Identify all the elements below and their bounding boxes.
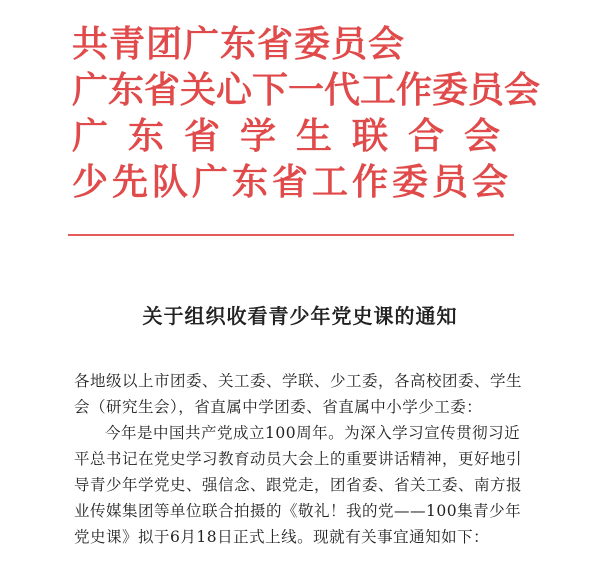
body-paragraph: 今年是中国共产党成立100周年。为深入学习宣传贯彻习近平总书记在党史学习教育动员大会上的重要讲话精神，更好地引导青少年学党史、强信念、跟党走，团省委、省关工委、南方报业传媒集团等单位联合拍摄的《敬礼！我的党——100集青少年党史课》拟于6月18日正式上线。现就有关事宜通知如下：	[74, 424, 523, 546]
salutation-paragraph: 各地级以上市团委、关工委、学联、少工委，各高校团委、学生会（研究生会），省直属中学团委、省直属中小学少工委：	[74, 372, 523, 416]
issuer-block	[72, 22, 541, 206]
issuer-line-3: 广东省学生联合会	[72, 115, 521, 157]
issuer-line-4: 少先队广东省工作委员会	[72, 161, 513, 203]
issuer-line-1: 共青团广东省委员会	[72, 23, 406, 65]
notice-title: 关于组织收看青少年党史课的通知	[142, 304, 458, 328]
red-divider	[68, 234, 514, 236]
notice-body	[74, 368, 526, 550]
issuer-line-2: 广东省关心下一代工作委员会	[72, 69, 541, 111]
